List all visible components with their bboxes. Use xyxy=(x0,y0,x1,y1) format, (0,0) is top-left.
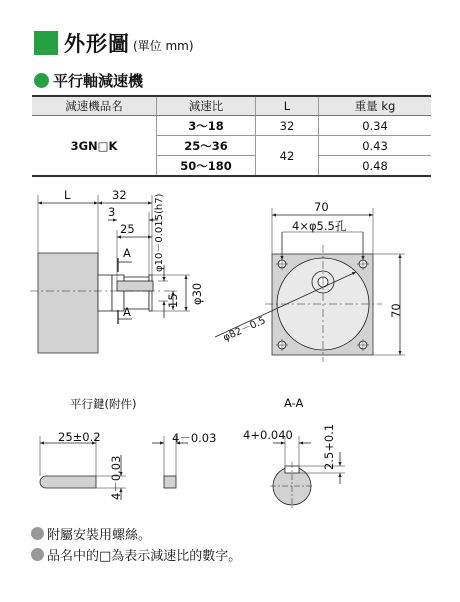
cell-model: 3GN□K xyxy=(32,116,157,177)
dim-keyway-depth: 2.5+0.1 xyxy=(322,423,336,470)
col-header-model: 減速機品名 xyxy=(32,96,157,116)
note-bullet-icon xyxy=(31,548,44,561)
dim-width-70: 70 xyxy=(314,200,329,214)
dim-phi30: φ30 xyxy=(190,282,204,305)
dim-holes: 4×φ5.5孔 xyxy=(292,219,347,233)
dim-key-thickness: 4－0.03 xyxy=(109,455,123,500)
col-header-ratio: 減速比 xyxy=(157,96,256,116)
section-caption: A-A xyxy=(284,396,304,410)
note-ratio xyxy=(31,545,241,564)
section-title-text: 平行軸減速機 xyxy=(53,72,144,90)
section-mark-a-top: A xyxy=(123,246,131,260)
dim-key-length: 25±0.2 xyxy=(58,430,101,444)
dim-32: 32 xyxy=(112,188,127,202)
title-text: 外形圖 xyxy=(64,32,130,56)
dim-25: 25 xyxy=(120,222,135,236)
col-header-weight: 重量 kg xyxy=(319,96,432,116)
cell-weight: 0.48 xyxy=(319,156,432,177)
section-mark-a-bottom: A xyxy=(123,305,131,319)
dim-keyway-width: 4+0.040 xyxy=(243,428,293,442)
dim-key-width: 4－0.03 xyxy=(172,431,217,445)
cell-L: 32 xyxy=(256,116,319,136)
cell-weight: 0.43 xyxy=(319,136,432,156)
dim-shaft-dia: φ10－0.015(h7) xyxy=(154,193,165,272)
dim-pilot: φ82－0.5 xyxy=(221,315,268,344)
note-screws xyxy=(31,524,151,543)
title-unit: (單位 mm) xyxy=(133,39,194,53)
cell-ratio: 25～36 xyxy=(157,136,256,156)
cell-L: 42 xyxy=(256,136,319,177)
dim-15: 15 xyxy=(166,293,180,308)
note-text: 附屬安裝用螺絲。 xyxy=(47,528,152,543)
cell-ratio: 50～180 xyxy=(157,156,256,177)
key-caption: 平行鍵(附件) xyxy=(70,397,137,411)
cell-ratio: 3～18 xyxy=(157,116,256,136)
dim-L: L xyxy=(64,188,71,202)
dim-3: 3 xyxy=(108,205,116,219)
cell-weight: 0.34 xyxy=(319,116,432,136)
dim-height-70: 70 xyxy=(389,303,403,318)
note-text: 品名中的□為表示減速比的數字。 xyxy=(47,549,242,564)
col-header-L: L xyxy=(256,96,319,116)
note-bullet-icon xyxy=(31,527,44,540)
